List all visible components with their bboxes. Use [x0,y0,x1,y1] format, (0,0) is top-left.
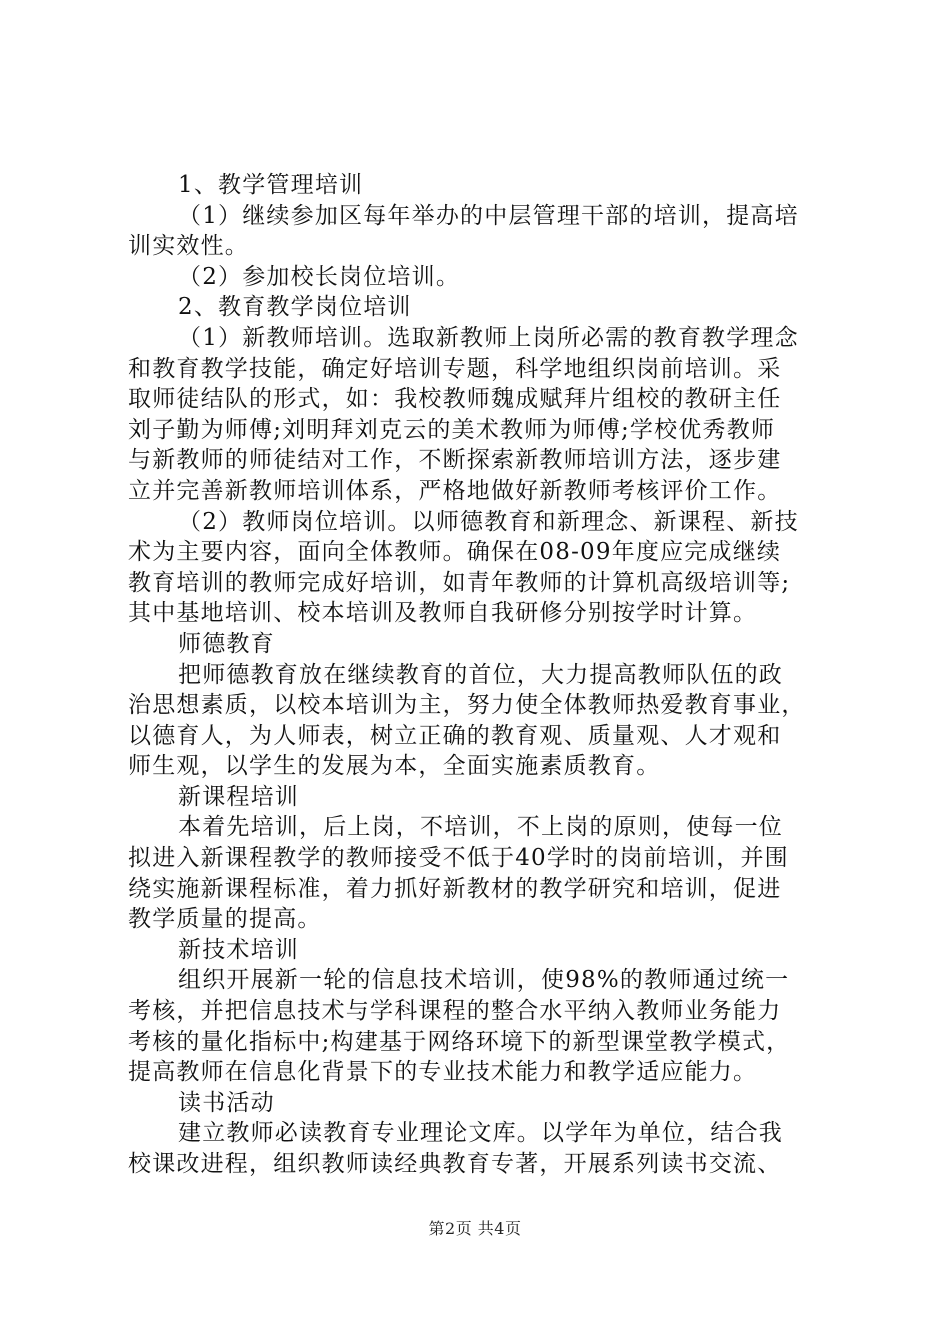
text-line: 本着先培训，后上岗，不培训，不上岗的原则，使每一位 [178,814,783,841]
text-line: 教学质量的提高。 [128,906,322,933]
text-line: 与新教师的师徒结对工作，不断探索新教师培训方法，逐步建 [128,447,782,474]
text-line: （2）教师岗位培训。以师德教育和新理念、新课程、新技 [178,508,799,535]
text-line: （1）继续参加区每年举办的中层管理干部的培训，提高培 [178,202,799,229]
text-line: 把师德教育放在继续教育的首位，大力提高教师队伍的政 [178,661,783,688]
section-heading-ethics: 师德教育 [178,630,275,657]
text-line: 考核的量化指标中;构建基于网络环境下的新型课堂教学模式， [128,1028,791,1055]
text-line: 绕实施新课程标准，着力抓好新教材的教学研究和培训，促进 [128,875,782,902]
text-line: 立并完善新教师培训体系，严格地做好新教师考核评价工作。 [128,477,782,504]
text-line: 拟进入新课程教学的教师接受不低于40学时的岗前培训，并围 [128,845,789,872]
section-heading-new-technology: 新技术培训 [178,936,299,963]
text-line: 师生观，以学生的发展为本，全面实施素质教育。 [128,753,661,780]
text-line: 取师徒结队的形式，如：我校教师魏成赋拜片组校的教研主任 [128,386,782,413]
text-line: （1）新教师培训。选取新教师上岗所必需的教育教学理念 [178,324,799,351]
text-line: 治思想素质，以校本培训为主，努力使全体教师热爱教育事业， [128,692,806,719]
text-line: 其中基地培训、校本培训及教师自我研修分别按学时计算。 [128,600,758,627]
section-heading-post-training: 2、教育教学岗位培训 [178,294,412,321]
text-line: 刘子勤为师傅;刘明拜刘克云的美术教师为师傅;学校优秀教师 [128,416,776,443]
text-line: 和教育教学技能，确定好培训专题，科学地组织岗前培训。采 [128,355,782,382]
text-line: （2）参加校长岗位培训。 [178,263,461,290]
text-line: 校课改进程，组织教师读经典教育专著，开展系列读书交流、 [128,1151,782,1177]
text-line: 考核，并把信息技术与学科课程的整合水平纳入教师业务能力 [128,998,782,1025]
text-line: 训实效性。 [128,233,249,260]
page-number-footer: 第2页 共4页 [428,1219,522,1238]
text-line: 教育培训的教师完成好培训，如青年教师的计算机高级培训等; [128,569,791,596]
text-line: 提高教师在信息化背景下的专业技术能力和教学适应能力。 [128,1059,758,1086]
section-heading-new-curriculum: 新课程培训 [178,783,299,810]
text-line: 以德育人，为人师表，树立正确的教育观、质量观、人才观和 [128,722,782,749]
section-heading-reading: 读书活动 [178,1089,275,1116]
section-heading-teaching-management: 1、教学管理培训 [178,172,364,198]
document-body [128,170,840,1180]
text-line: 术为主要内容，面向全体教师。确保在08-09年度应完成继续 [128,539,782,566]
text-line: 建立教师必读教育专业理论文库。以学年为单位，结合我 [178,1120,783,1147]
text-line: 组织开展新一轮的信息技术培训，使98%的教师通过统一 [178,967,790,994]
